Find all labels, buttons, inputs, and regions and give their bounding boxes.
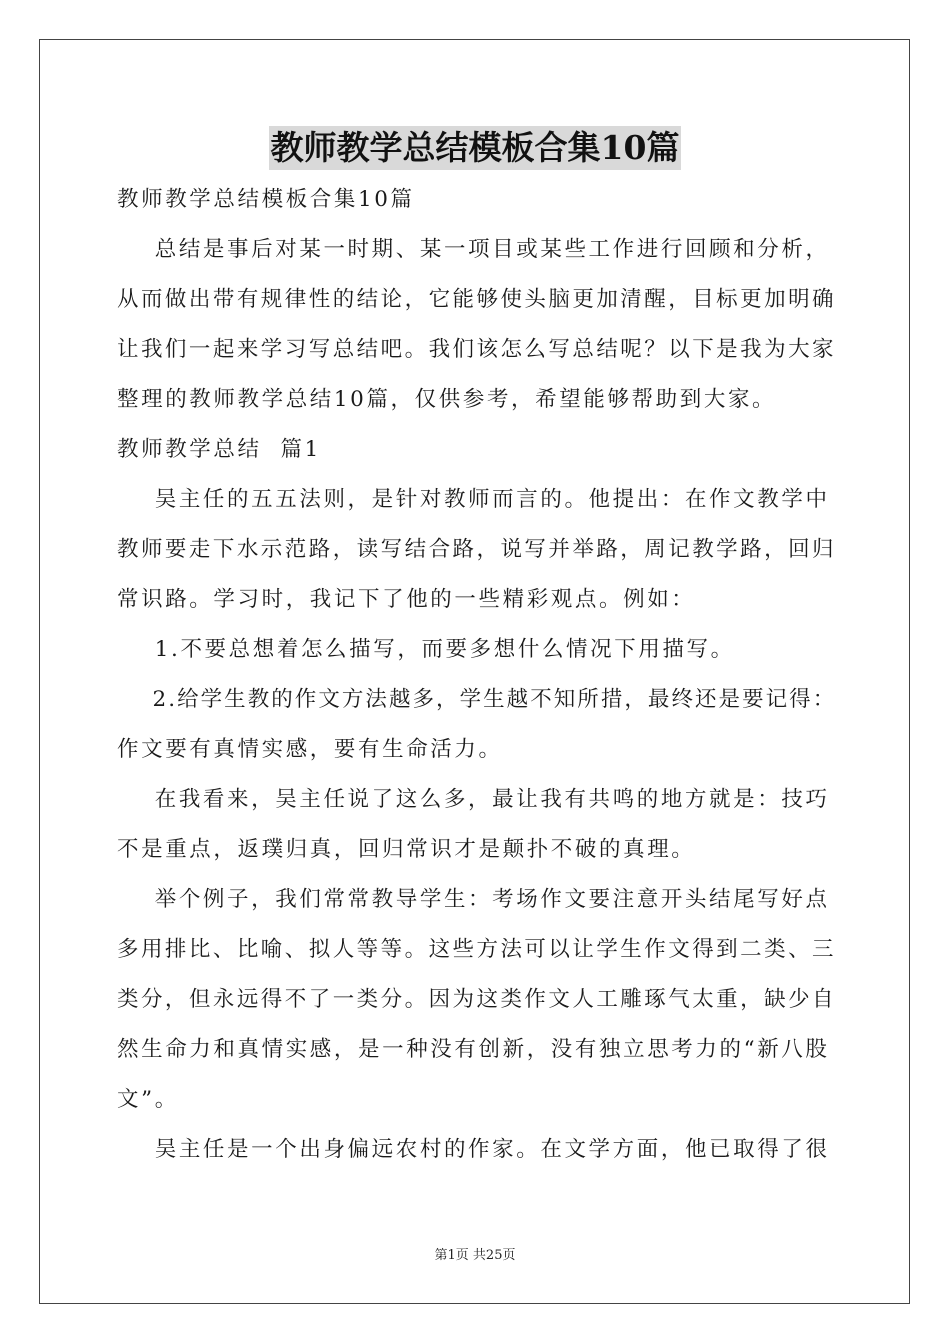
- section-heading: 教师教学总结 篇1: [117, 437, 321, 462]
- paragraph-line: 文”。: [117, 1087, 179, 1112]
- subtitle-line: 教师教学总结模板合集10篇: [117, 187, 415, 212]
- paragraph-line: 然生命力和真情实感，是一种没有创新，没有独立思考力的“新八股: [117, 1037, 830, 1062]
- paragraph-line: 总结是事后对某一时期、某一项目或某些工作进行回顾和分析，: [117, 237, 830, 262]
- document-title: 教师教学总结模板合集10篇: [269, 126, 682, 170]
- paragraph-line: 教师要走下水示范路，读写结合路，说写并举路，周记教学路，回归: [117, 537, 837, 562]
- paragraph-line: 从而做出带有规律性的结论，它能够使头脑更加清醒，目标更加明确: [117, 287, 837, 312]
- paragraph-line: 不是重点，返璞归真，回归常识才是颠扑不破的真理。: [117, 837, 696, 862]
- paragraph-line: 常识路。学习时，我记下了他的一些精彩观点。例如：: [117, 587, 696, 612]
- paragraph-line: 多用排比、比喻、拟人等等。这些方法可以让学生作文得到二类、三: [117, 937, 837, 962]
- paragraph-line: 吴主任的五五法则，是针对教师而言的。他提出：在作文教学中: [117, 487, 830, 512]
- paragraph-line: 让我们一起来学习写总结吧。我们该怎么写总结呢？以下是我为大家: [117, 337, 837, 362]
- list-item-line: 2.给学生教的作文方法越多，学生越不知所措，最终还是要记得：: [117, 687, 837, 712]
- list-item-line: 1.不要总想着怎么描写，而要多想什么情况下用描写。: [117, 637, 735, 662]
- paragraph-line: 吴主任是一个出身偏远农村的作家。在文学方面，他已取得了很: [117, 1137, 830, 1162]
- paragraph-line: 举个例子，我们常常教导学生：考场作文要注意开头结尾写好点: [117, 887, 830, 912]
- paragraph-line: 类分，但永远得不了一类分。因为这类作文人工雕琢气太重，缺少自: [117, 987, 837, 1012]
- paragraph-line: 作文要有真情实感，要有生命活力。: [117, 737, 503, 762]
- paragraph-line: 整理的教师教学总结10篇，仅供参考，希望能够帮助到大家。: [117, 387, 777, 412]
- title-container: [0, 126, 950, 170]
- paragraph-line: 在我看来，吴主任说了这么多，最让我有共鸣的地方就是：技巧: [117, 787, 830, 812]
- page-footer: 第1页 共25页: [434, 1248, 516, 1263]
